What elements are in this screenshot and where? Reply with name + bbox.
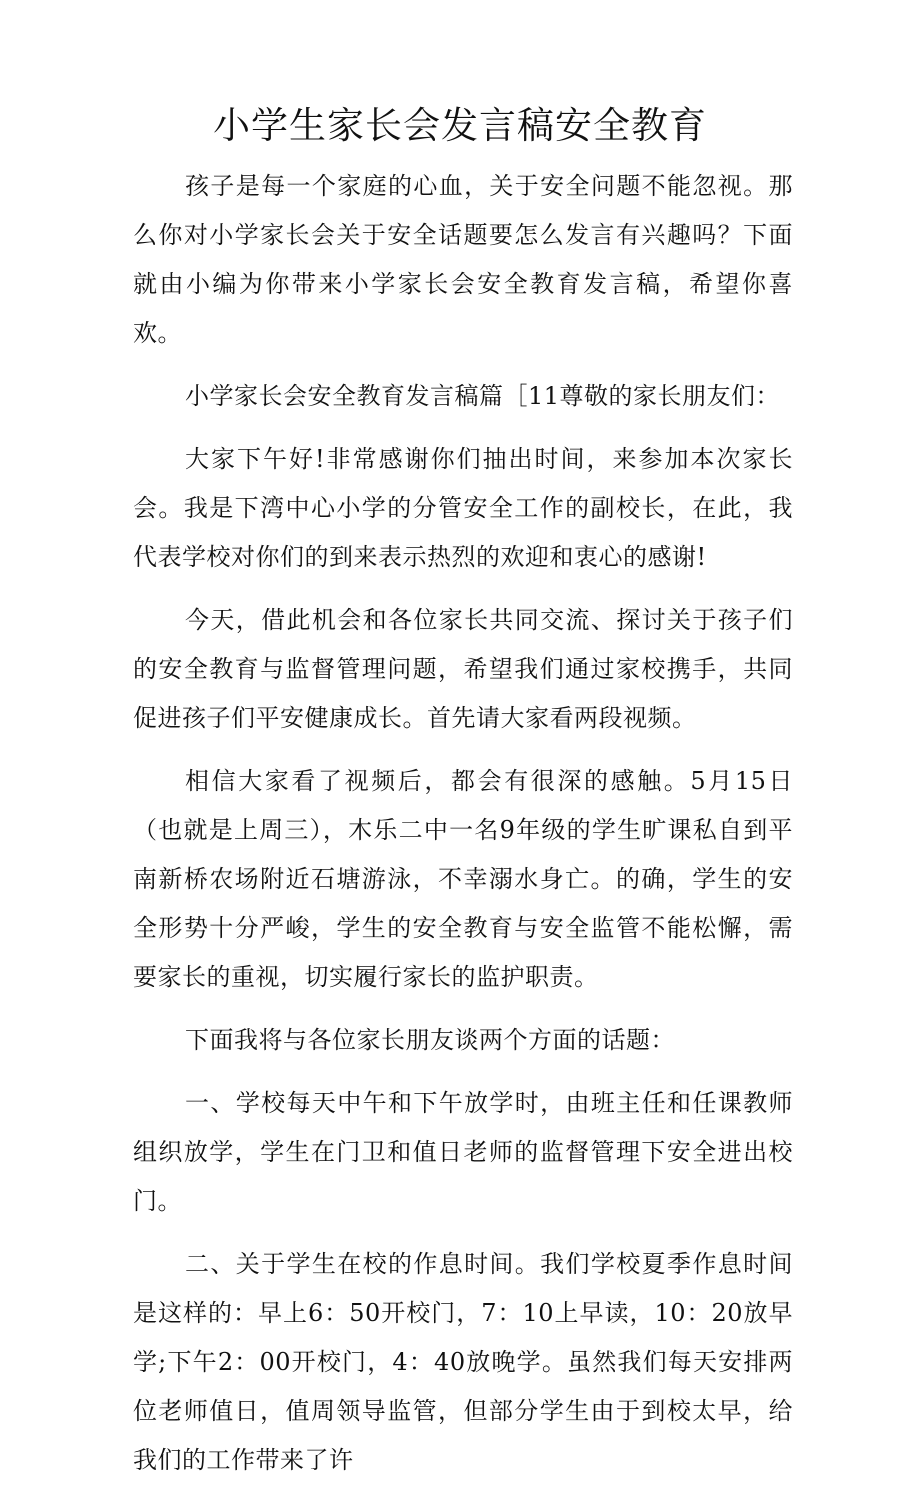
paragraph-topic-two: 二、关于学生在校的作息时间。我们学校夏季作息时间是这样的：早上6：50开校门，7：10上早读，10：20放早学;下午2：00开校门，4：40放晚学。虽然我们每天安排两位老师值日，值周领导监管，但部分学生由于到校太早，给我们的工作带来了许 (133, 1250, 793, 1474)
paragraph-speech-heading: 小学家长会安全教育发言稿篇［11尊敬的家长朋友们： (185, 382, 781, 410)
document-body (133, 162, 793, 1499)
paragraph-intro: 孩子是每一个家庭的心血，关于安全问题不能忽视。那么你对小学家长会关于安全话题要怎么发言有兴趣吗？下面就由小编为你带来小学家长会安全教育发言稿，希望你喜欢。 (133, 172, 793, 347)
paragraph-topics-intro: 下面我将与各位家长朋友谈两个方面的话题： (185, 1026, 675, 1054)
paragraph-greeting: 大家下午好!非常感谢你们抽出时间，来参加本次家长会。我是下湾中心小学的分管安全工作的副校长，在此，我代表学校对你们的到来表示热烈的欢迎和衷心的感谢! (133, 445, 793, 571)
paragraph-topic-one: 一、学校每天中午和下午放学时，由班主任和任课教师组织放学，学生在门卫和值日老师的监督管理下安全进出校门。 (133, 1089, 793, 1215)
paragraph-incident: 相信大家看了视频后，都会有很深的感触。5月15日（也就是上周三），木乐二中一名9年级的学生旷课私自到平南新桥农场附近石塘游泳，不幸溺水身亡。的确，学生的安全形势十分严峻，学生的安全教育与安全监管不能松懈，需要家长的重视，切实履行家长的监护职责。 (133, 767, 793, 991)
document-title: 小学生家长会发言稿安全教育 (213, 104, 707, 147)
paragraph-purpose: 今天，借此机会和各位家长共同交流、探讨关于孩子们的安全教育与监督管理问题，希望我们通过家校携手，共同促进孩子们平安健康成长。首先请大家看两段视频。 (133, 606, 793, 732)
